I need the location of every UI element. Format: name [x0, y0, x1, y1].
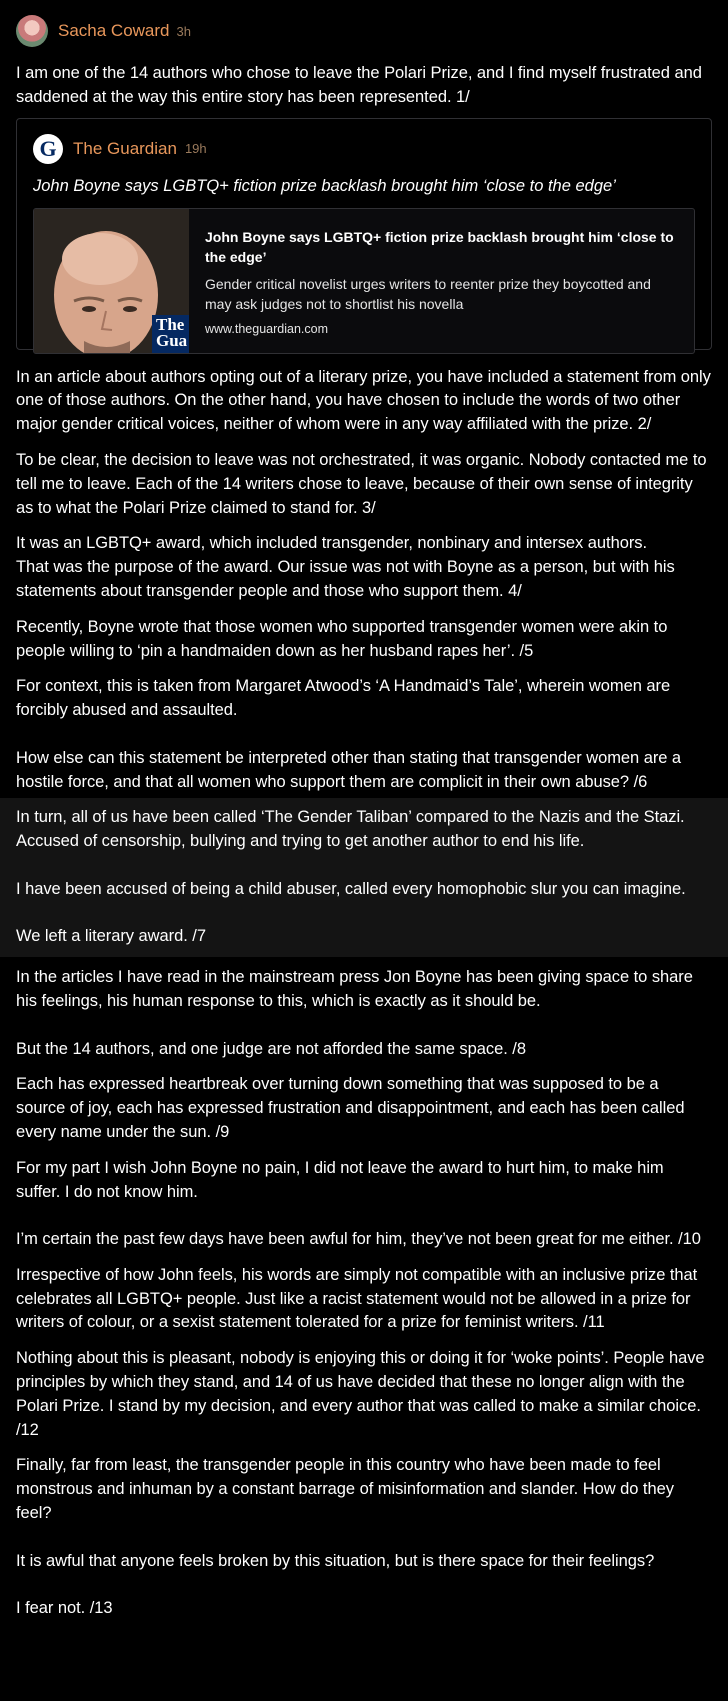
link-preview-title[interactable]: John Boyne says LGBTQ+ fiction prize backlash brought him ‘close to the edge’: [205, 228, 674, 265]
quoted-post-header: [33, 133, 695, 165]
highlighted-paragraph: [0, 798, 728, 957]
link-preview-body: [189, 209, 694, 353]
guardian-logo-icon[interactable]: G: [33, 134, 63, 164]
paragraph-11: Irrespective of how John feels, his words are simply not compatible with an inclusive prize that celebrates all LGBTQ+ people. Just like a racist statement would not be allowed in a prize for writers of colour, or a sexist statement tolerated for a prize for feminist writers. /11: [16, 1265, 698, 1332]
quoted-timestamp[interactable]: 19h: [184, 141, 207, 157]
quoted-post[interactable]: [16, 118, 712, 350]
guardian-watermark: The Gua: [156, 316, 188, 349]
post-intro: I am one of the 14 authors who chose to leave the Polari Prize, and I find myself frustrated and saddened at the way this entire story has been represented. 1/: [16, 64, 702, 106]
paragraph-2: In an article about authors opting out of a literary prize, you have included a statement from only one of those authors. On the other hand, you have chosen to include the words of two other major gender critical voices, neither of whom were in any way affiliated with the prize. 2/: [16, 367, 711, 434]
author-name[interactable]: Sacha Coward: [58, 21, 170, 40]
paragraph-12: Nothing about this is pleasant, nobody is enjoying this or doing it for ‘woke points’. People have principles by which they stand, and 14 of us have decided that these no longer align with the Polari Prize. I stand by my decision, and every author that was called to make a similar choice. /12: [16, 1349, 705, 1439]
paragraph-13: Finally, far from least, the transgender people in this country who have been made to feel monstrous and inhuman by a constant barrage of misinformation and slander. How do they feel? It is awful that anyone feels broken by this situation, but is there space for their feelings? I fear not. /13: [16, 1456, 674, 1618]
link-preview-card[interactable]: [33, 208, 695, 354]
post-timestamp[interactable]: 3h: [176, 23, 191, 39]
link-preview-description: Gender critical novelist urges writers to reenter prize they boycotted and may ask judges not to shortlist his novella: [205, 275, 651, 312]
quoted-author-name[interactable]: The Guardian: [73, 138, 177, 158]
paragraph-9: Each has expressed heartbreak over turning down something that was supposed to be a source of joy, each has expressed frustration and disappointment, and each has been called every name under the sun. /9: [16, 1075, 685, 1141]
paragraph-10: For my part I wish John Boyne no pain, I did not leave the award to hurt him, to make him suffer. I do not know him. I’m certain the past few days have been awful for him, they’ve not been great for me either. /10: [16, 1158, 701, 1249]
paragraph-5: Recently, Boyne wrote that those women who supported transgender women were akin to people willing to ‘pin a handmaiden down as her husband rapes her’. /5: [16, 617, 668, 660]
paragraph-6: For context, this is taken from Margaret Atwood’s ‘A Handmaid’s Tale’, wherein women are forcibly abused and assaulted. How else can this statement be interpreted other than stating that transgender women are a hostile force, and that all women who support them are complicit in their own abuse? /6: [16, 677, 682, 791]
post-header: [16, 0, 712, 62]
avatar[interactable]: [16, 15, 48, 47]
quoted-text: John Boyne says LGBTQ+ fiction prize backlash brought him ‘close to the edge’: [33, 176, 616, 195]
paragraph-8: In the articles I have read in the mainstream press Jon Boyne has been giving space to share his feelings, his human response to this, which is exactly as it should be. But the 14 authors, and one judge are not afforded the same space. /8: [16, 968, 693, 1058]
link-preview-image: [34, 209, 189, 353]
paragraph-4: It was an LGBTQ+ award, which included transgender, nonbinary and intersex authors. That was the purpose of the award. Our issue was not with Boyne as a person, but with his statements about transgender people and those who support them. 4/: [16, 534, 675, 600]
paragraph-7: In turn, all of us have been called ‘The Gender Taliban’ compared to the Nazis and the Stazi. Accused of censorship, bullying and trying to get another author to end his life. I have been accused of being a child abuser, called every homophobic slur you can imagine. We left a literary award. /7: [16, 808, 686, 946]
link-preview-url[interactable]: www.theguardian.com: [205, 321, 328, 336]
paragraph-3: To be clear, the decision to leave was not orchestrated, it was organic. Nobody contacted me to tell me to leave. Each of the 14 writers chose to leave, because of their own sense of integrity as to what the Polari Prize claimed to stand for. 3/: [16, 450, 707, 517]
